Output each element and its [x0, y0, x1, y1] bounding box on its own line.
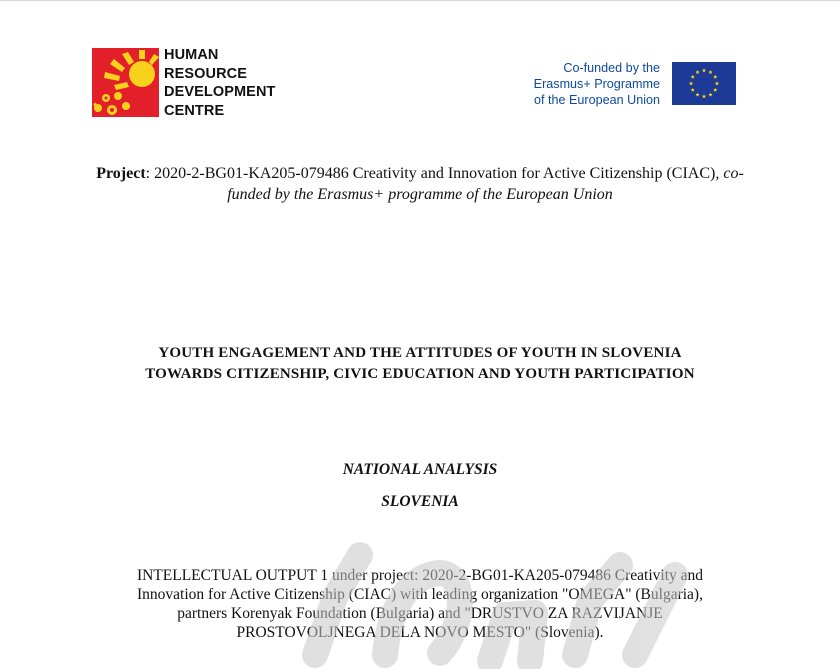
hrdc-line-3: DEVELOPMENT [164, 84, 276, 101]
hrdc-line-1: HUMAN [164, 47, 219, 63]
io-line-2: Innovation for Active Citizenship (CIAC) with leading organization "OMEGA" (Bulgaria), [137, 586, 703, 603]
erasmus-logo-text [534, 60, 660, 109]
project-reference [90, 163, 750, 205]
subtitle-country: SLOVENIA [381, 493, 459, 510]
io-line-4: PROSTOVOLJNEGA DELA NOVO MESTO" (Slovenia). [236, 624, 604, 641]
erasmus-line-3: of the European Union [533, 93, 660, 108]
erasmus-cofunded-logo [518, 58, 740, 110]
intellectual-output-paragraph [60, 566, 780, 642]
io-line-1: INTELLECTUAL OUTPUT 1 under project: 2020-2-BG01-KA205-079486 Creativity and [136, 567, 704, 584]
title-line-1: YOUTH ENGAGEMENT AND THE ATTITUDES OF YOUTH IN SLOVENIA [158, 345, 682, 361]
erasmus-line-1: Co-funded by the [563, 61, 660, 75]
title-line-2: TOWARDS CITIZENSHIP, CIVIC EDUCATION AND YOUTH PARTICIPATION [145, 366, 695, 382]
io-line-3: partners Korenyak Foundation (Bulgaria) and "DRUSTVO ZA RAZVIJANJE [177, 605, 663, 622]
hrdc-sun-icon [92, 48, 159, 117]
project-label: Project [96, 165, 146, 182]
subtitle-national-analysis: NATIONAL ANALYSIS [342, 461, 498, 478]
eu-flag-icon [672, 62, 736, 105]
project-cofund-note: , co-funded by the Erasmus+ programme of the European Union [227, 165, 744, 203]
project-text: : 2020-2-BG01-KA205-079486 Creativity and Innovation for Active Citizenship (CIAC) [145, 165, 716, 182]
hrdc-line-2: RESOURCE [164, 65, 247, 82]
hrdc-logo [92, 48, 292, 118]
page-top-edge [0, 0, 840, 1]
document-title [40, 343, 800, 385]
erasmus-line-2: Erasmus+ Programme [533, 77, 660, 92]
hrdc-line-4: CENTRE [164, 102, 225, 119]
hrdc-logo-text [164, 46, 275, 120]
